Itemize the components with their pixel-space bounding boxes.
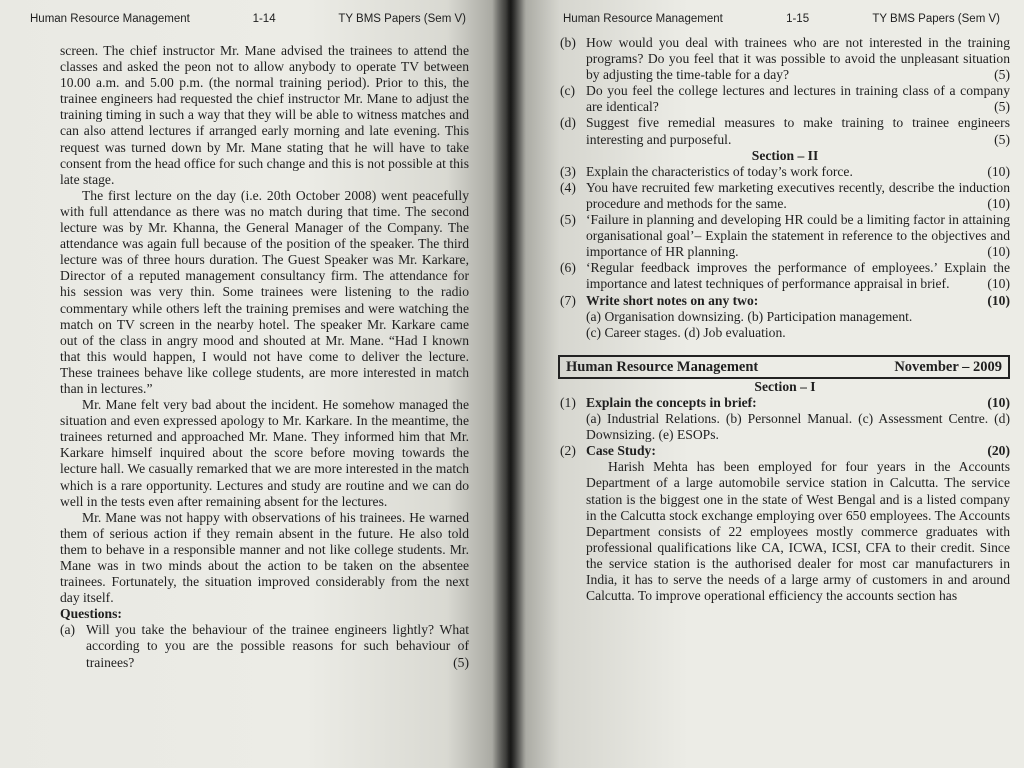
right-page [508,0,1024,768]
question-text: Will you take the behaviour of the trainee engineers lightly? What according to you are the possible reasons for such behaviour of trainees? [86,622,469,670]
paragraph: Mr. Mane was not happy with observations of his trainees. He warned them of serious action if they remain absent in the future. He also told them to behave in a responsible manner and not like college students. Mr. Mane was in two minds about the action to be taken on the absentee trainees. Fortunately, the situation improved considerably from the next day itself. [60,509,469,606]
paragraph: The first lecture on the day (i.e. 20th October 2008) went peacefully with full attendance as there was no match during that time. The second lecture was by Mr. Khanna, the General Manager of the Company. The attendance was again full because of the position of the speaker. The third lecture was of three hours duration. The Guest Speaker was Mr. Karkare, Director of a reputed management consultancy firm. The attendance for his session was very thin. Some trainees were listening to the radio commentary while others left the training premises and were watching the match on TV screen in the nearby hotel. The speaker Mr. Karkare came out of the class in angry mood and shouted at Mr. Mane. “Had I known that this would happen, I would not have come to deliver the lecture. These trainees behave like college students, are more interested in match than in lectures.” [60,187,469,396]
left-page [0,0,508,768]
question-number: (c) [560,83,576,99]
question-marks: (5) [994,67,1010,83]
question-number: (2) [560,443,576,459]
question-text: ‘Regular feedback improves the performance of employees.’ Explain the importance and latest techniques of performance appraisal in brief. [586,260,1010,292]
question-marks: (10) [987,244,1010,260]
question-text: How would you deal with trainees who are not interested in the training programs? Do you feel that it was possible to avoid the unpleasant situation by adjusting the time-table for a day? [586,35,1010,83]
question-2 [560,443,1010,459]
question-text: Case Study: [586,443,656,459]
question-marks: (10) [987,394,1010,410]
right-body [560,35,1010,604]
question-marks: (5) [994,99,1010,115]
question-marks: (20) [987,443,1010,459]
question-number: (7) [560,292,576,308]
question-text: Do you feel the college lectures and lectures in training class of a company are identical? [586,83,1010,115]
question-text: ‘Failure in planning and developing HR could be a limiting factor in attaining organisational goal’– Explain the statement in reference to the objectives and importance of HR planning. [586,212,1010,260]
question-number: (a) [60,622,76,638]
section-i-heading: Section – I [754,378,816,394]
exam-session-banner [558,355,1010,379]
paragraph: screen. The chief instructor Mr. Mane advised the trainees to attend the classes and asked the peon not to allow anybody to operate TV between 10.00 a.m. and 5.00 p.m. (the normal training period). Prior to this, the trainee engineers had requested the chief instructor Mr. Mane to adjust the training timing in such a way that they will be able to witness matches and can also attend lectures if arranged early morning and late evening. This request was turned down by Mr. Mane stating that he will have to take consent from the head office for such change and this is not possible at this late stage. [60,43,469,187]
question-6 [560,260,1010,292]
book-spine-shadow [492,0,526,768]
question-marks: (10) [987,163,1010,179]
q7-options-line-1: (a) Organisation downsizing. (b) Participation management. [586,308,913,324]
question-marks: (10) [987,276,1010,292]
left-header-title: Human Resource Management [30,13,190,25]
question-marks: (10) [987,195,1010,211]
left-page-number: 1-14 [252,13,276,25]
right-running-header [563,13,1000,25]
question-text: Write short notes on any two: [586,292,759,308]
question-text: Explain the characteristics of today’s work force. [586,163,853,179]
question-7 [560,293,1010,309]
question-1 [560,395,1010,411]
question-text: You have recruited few marketing executives recently, describe the induction procedure and methods for the same. [586,179,1010,211]
question-number: (5) [560,212,576,228]
question-3 [560,164,1010,180]
question-5 [560,212,1010,260]
question-marks: (10) [987,292,1010,308]
right-header-series: TY BMS Papers (Sem V) [872,13,1000,25]
q7-options-line-2: (c) Career stages. (d) Job evaluation. [586,324,786,340]
left-body [60,43,469,671]
paragraph: Mr. Mane felt very bad about the incident. He somehow managed the situation and even expressed apology to Mr. Karkare. In the meantime, the trainees returned and approached Mr. Mane. They informed him that Mr. Karkare himself inquired about the score before moving towards the lecture hall. We casually remarked that we are more interested in the match which is a rare opportunity. Lectures and study are routine and we can do well in the tests even after remaining absent for the lectures. [60,397,469,509]
section-ii-heading: Section – II [751,147,819,163]
right-header-title: Human Resource Management [563,13,723,25]
question-number: (1) [560,394,576,410]
question-4 [560,180,1010,212]
banner-subject: Human Resource Management [566,358,759,375]
questions-heading: Questions: [60,606,122,622]
q1-options: (a) Industrial Relations. (b) Personnel Manual. (c) Assessment Centre. (d) Downsizing. (e) ESOPs. [586,411,1010,443]
left-header-series: TY BMS Papers (Sem V) [338,13,466,25]
question-text: Suggest five remedial measures to make training to trainee engineers interesting and purposeful. [586,115,1010,147]
question-b [560,35,1010,83]
question-marks: (5) [453,654,469,670]
question-number: (d) [560,115,576,131]
banner-date: November – 2009 [894,358,1002,375]
question-d [560,115,1010,147]
left-running-header [30,13,466,25]
question-number: (4) [560,179,576,195]
question-text: Explain the concepts in brief: [586,394,757,410]
question-number: (3) [560,163,576,179]
right-page-number: 1-15 [786,13,810,25]
question-a [60,622,469,670]
question-number: (6) [560,260,576,276]
question-marks: (5) [994,131,1010,147]
question-number: (b) [560,35,576,50]
question-c [560,83,1010,115]
case-study-text: Harish Mehta has been employed for four years in the Accounts Department of a large automobile service station in Calcutta. The service station is the biggest one in the state of West Bengal and is a listed company in the Calcutta stock exchange employing over 650 employees. The Accounts Department consists of 22 employees mostly commerce graduates with professional qualifications like CA, ICWA, ICSI, CFA to their credit. Since the service station is the authorised dealer for most car manufacturers in India, it has to serve the needs of a large army of customers in and around Calcutta. To improve operational efficiency the accounts section has [586,459,1010,604]
